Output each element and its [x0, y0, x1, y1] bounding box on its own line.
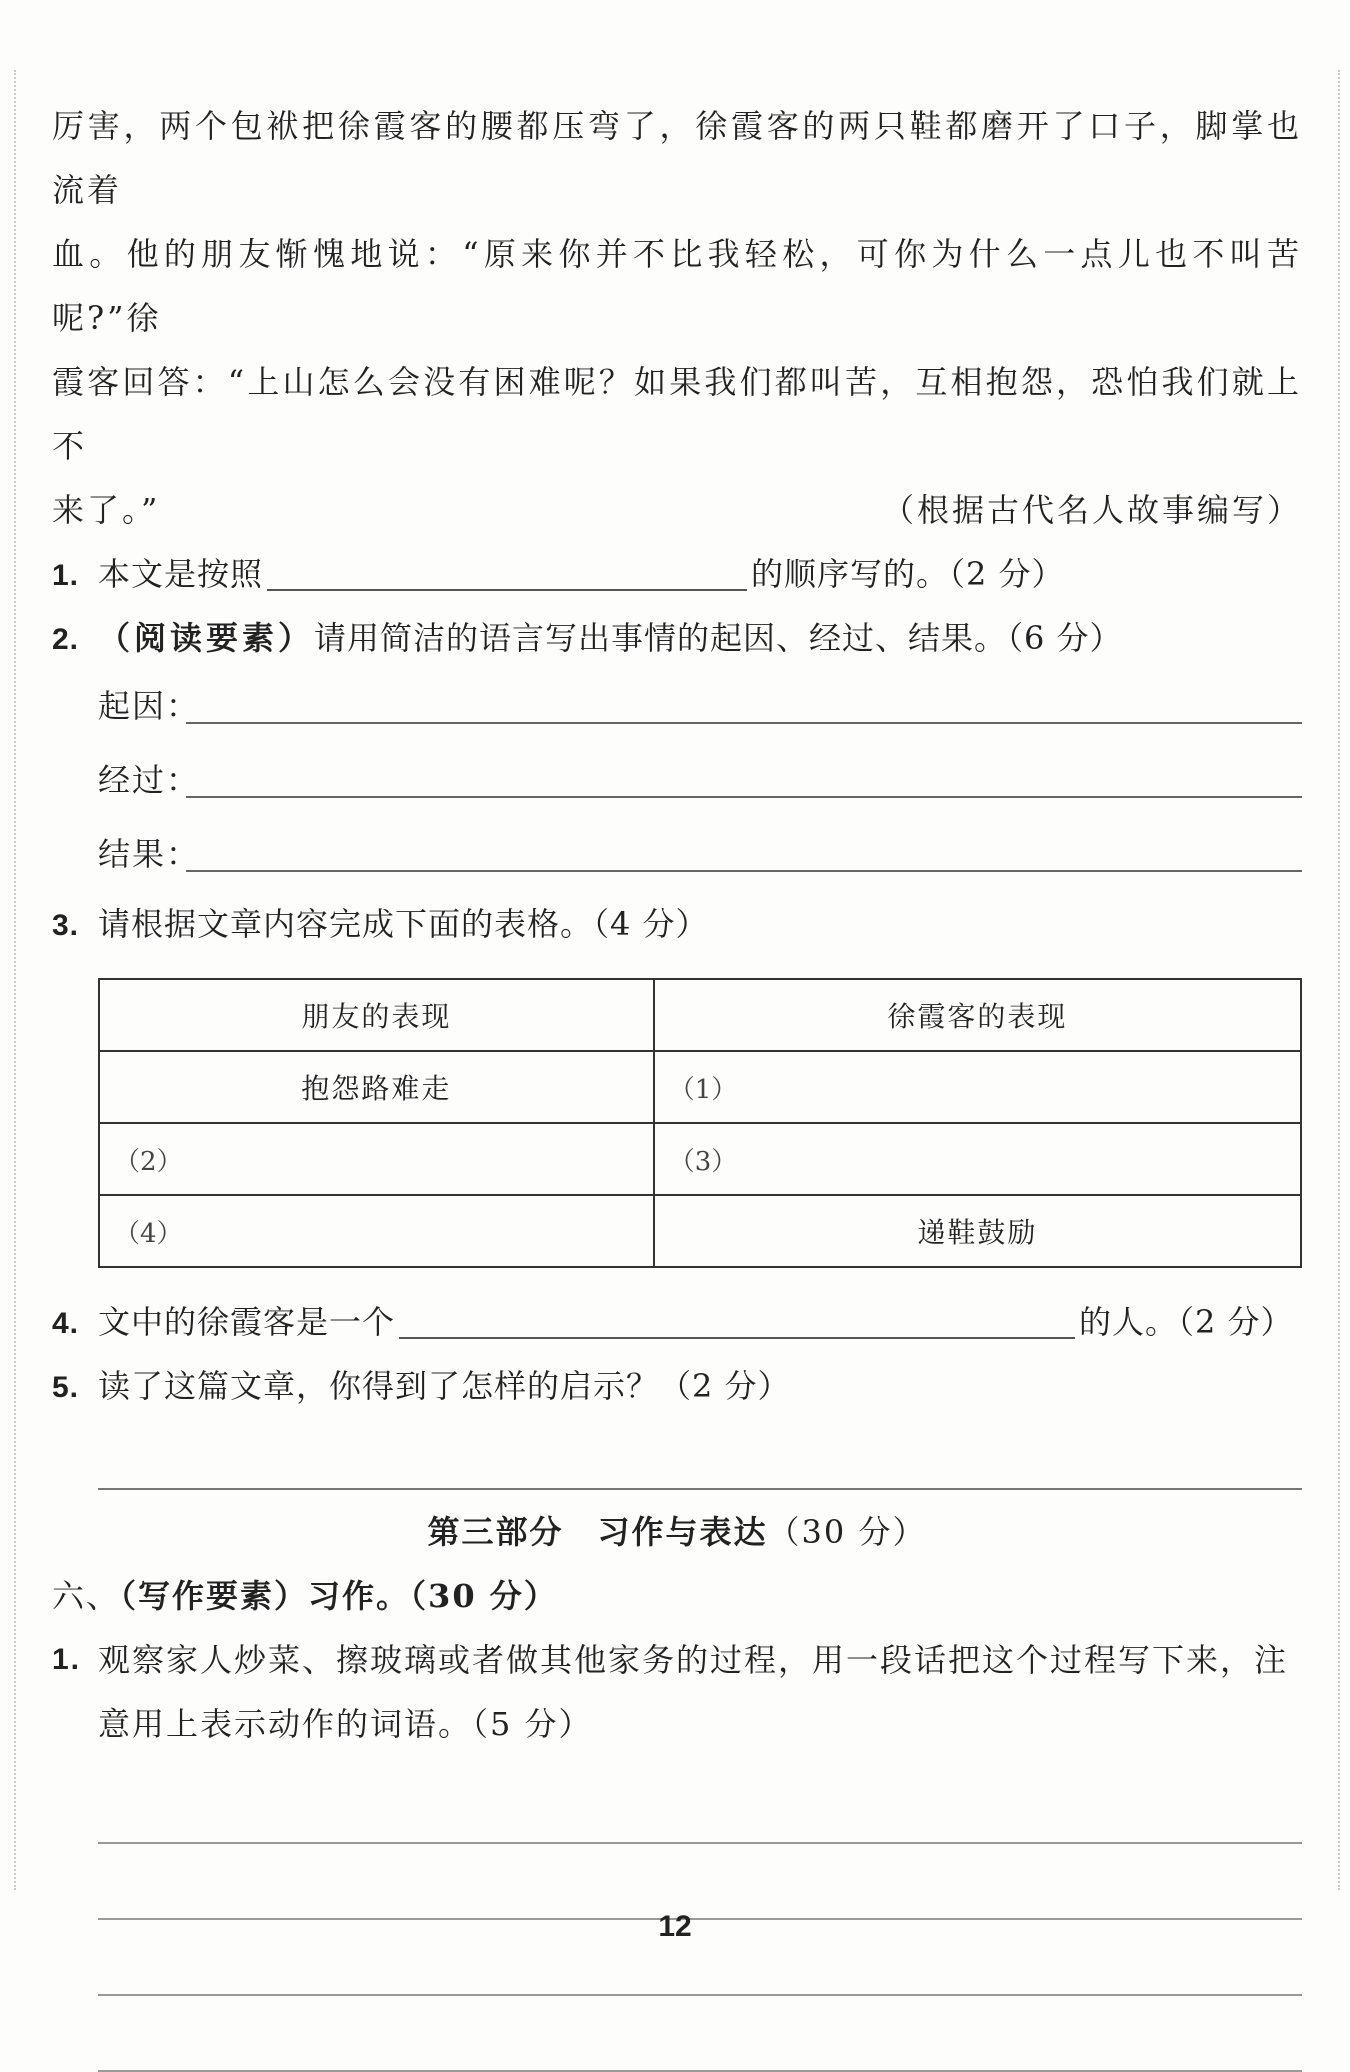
question-text: 观察家人炒菜、擦玻璃或者做其他家务的过程，用一段话把这个过程写下来，注意用上表示动作的词语。（5 分）: [98, 1641, 1289, 1743]
table-cell: 抱怨路难走: [99, 1051, 654, 1123]
question-text: 读了这篇文章，你得到了怎样的启示？（2 分）: [98, 1367, 791, 1405]
section-title: 习作。: [308, 1577, 411, 1615]
question-number: 1.: [52, 1643, 82, 1676]
question-text: 的人。（2 分）: [1079, 1303, 1294, 1341]
passage-line: 来了。”: [52, 491, 161, 529]
question-4: [52, 1290, 1302, 1354]
writing-question-1: [52, 1628, 1302, 1756]
passage-source: （根据古代名人故事编写）: [881, 491, 1302, 529]
table-cell-answer[interactable]: （3）: [654, 1123, 1301, 1195]
writing-line[interactable]: [98, 1996, 1302, 2072]
passage-line: 血。他的朋友惭愧地说：“原来你并不比我轻松，可你为什么一点儿也不叫苦呢?”徐: [52, 235, 1302, 337]
question-number: 5.: [52, 1371, 80, 1404]
question-text: 请根据文章内容完成下面的表格。（4 分）: [98, 905, 709, 943]
question-text: 请用简洁的语言写出事情的起因、经过、结果。（6 分）: [314, 619, 1123, 657]
table-cell-answer[interactable]: （2）: [99, 1123, 654, 1195]
answer-label: 起因：: [98, 687, 201, 725]
answer-label: 结果：: [98, 835, 201, 873]
answer-row-cause: [98, 670, 1302, 744]
answer-row-result: [98, 818, 1302, 892]
answer-label: 经过：: [98, 761, 201, 799]
table-row: [99, 1123, 1301, 1195]
worksheet-page: [52, 94, 1302, 2072]
table-cell-answer[interactable]: （4）: [99, 1195, 654, 1267]
question-1: [52, 542, 1302, 606]
question-number: 1.: [52, 559, 80, 592]
table-header: 朋友的表现: [99, 979, 654, 1051]
question-text: 本文是按照: [98, 555, 264, 593]
comparison-table: [98, 978, 1302, 1268]
table-cell: 递鞋鼓励: [654, 1195, 1301, 1267]
part-title: [52, 1500, 1302, 1564]
question-text: 文中的徐霞客是一个: [98, 1303, 396, 1341]
part-score: （30 分）: [767, 1513, 927, 1551]
passage-line: 霞客回答：“上山怎么会没有困难呢？如果我们都叫苦，互相抱怨，恐怕我们就上不: [52, 363, 1302, 465]
answer-line[interactable]: [186, 796, 1302, 798]
answer-blank[interactable]: [399, 1303, 1075, 1339]
table-row: [99, 1195, 1301, 1267]
answer-line[interactable]: [98, 1418, 1302, 1490]
question-3: [52, 892, 1302, 956]
table-row: [99, 1051, 1301, 1123]
answer-line[interactable]: [186, 722, 1302, 724]
section-tag: （写作要素）: [120, 1577, 309, 1615]
passage-line: 厉害，两个包袱把徐霞客的腰都压弯了，徐霞客的两只鞋都磨开了口子，脚掌也流着: [52, 107, 1302, 209]
margin-dotted-line-left: [14, 70, 16, 1890]
question-5: [52, 1354, 1302, 1418]
answer-row-process: [98, 744, 1302, 818]
table-cell-answer[interactable]: （1）: [654, 1051, 1301, 1123]
question-text: 的顺序写的。（2 分）: [751, 555, 1065, 593]
answer-line[interactable]: [186, 870, 1302, 872]
question-2: [52, 606, 1302, 670]
answer-blank[interactable]: [267, 555, 747, 591]
question-tag: （阅读要素）: [98, 619, 315, 657]
part-title-text: 第三部分 习作与表达: [427, 1513, 768, 1551]
passage-end-row: [52, 478, 1302, 542]
margin-dotted-line-right: [1338, 70, 1340, 1890]
question-number: 4.: [52, 1307, 80, 1340]
page-number: 12: [658, 1910, 692, 1943]
section-prefix: 六、: [52, 1577, 121, 1615]
section-score: （30 分）: [410, 1577, 558, 1615]
section-heading: [52, 1564, 1302, 1628]
writing-line[interactable]: [98, 1844, 1302, 1920]
reading-passage: [52, 94, 1302, 542]
question-number: 2.: [52, 623, 80, 656]
table-header-row: [99, 979, 1301, 1051]
writing-line[interactable]: [98, 1768, 1302, 1844]
question-number: 3.: [52, 909, 80, 942]
table-header: 徐霞客的表现: [654, 979, 1301, 1051]
